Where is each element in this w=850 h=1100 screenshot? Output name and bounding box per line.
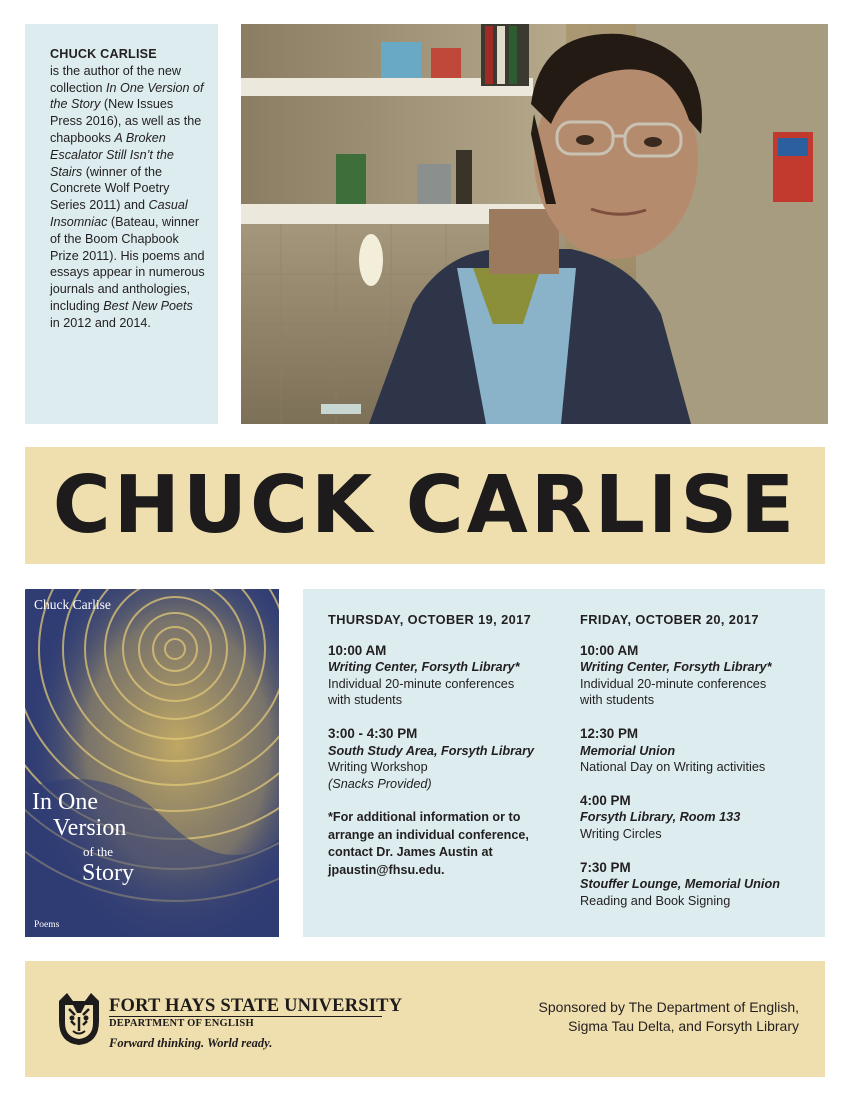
author-bio-text	[50, 46, 206, 332]
bio-chapbook-1-title: A Broken Escalator Still Isn’t the Stairs	[50, 130, 174, 179]
event-item	[328, 726, 534, 792]
event-item	[580, 860, 780, 910]
book-title-line-1: In One	[32, 789, 98, 815]
sponsor-line-1: Sponsored by The Department of English,	[538, 999, 799, 1015]
university-slogan: Forward thinking. World ready.	[109, 1036, 273, 1050]
event-location: Writing Center, Forsyth Library*	[328, 660, 520, 675]
event-item	[580, 643, 780, 709]
banner-title: CHUCK CARLISE	[52, 459, 798, 551]
event-time: 3:00 - 4:30 PM	[328, 725, 418, 741]
event-note: (Snacks Provided)	[328, 776, 432, 791]
event-location: Memorial Union	[580, 743, 676, 758]
author-bio-box	[25, 24, 218, 424]
university-name: FORT HAYS STATE UNIVERSITY	[109, 996, 403, 1016]
bio-collection-title: In One Version of the Story	[50, 80, 204, 112]
bio-author-name: CHUCK CARLISE	[50, 47, 157, 61]
event-item	[580, 793, 780, 843]
event-location: Stouffer Lounge, Memorial Union	[580, 877, 780, 892]
department-name: DEPARTMENT OF ENGLISH	[109, 1018, 254, 1029]
event-description: Individual 20-minute conferences	[580, 676, 767, 691]
event-description: Writing Workshop	[328, 760, 428, 775]
contact-email[interactable]: jpaustin@fhsu.edu.	[328, 862, 445, 877]
event-description: Reading and Book Signing	[580, 893, 731, 908]
event-description: Individual 20-minute conferences	[328, 676, 515, 691]
event-item	[580, 726, 780, 776]
event-time: 12:30 PM	[580, 725, 639, 741]
book-poems-label: Poems	[34, 920, 60, 930]
bio-anthology-title: Best New Poets	[103, 298, 193, 313]
book-title-line-2: Version	[53, 815, 127, 841]
book-author: Chuck Carlise	[34, 597, 111, 612]
name-banner	[25, 447, 825, 564]
footnote-line: contact Dr. James Austin at	[328, 845, 493, 860]
event-description: with students	[580, 693, 655, 708]
book-cover	[25, 589, 279, 937]
contact-footnote	[328, 809, 534, 879]
book-title-line-3: of the	[83, 844, 113, 859]
event-description: Writing Circles	[580, 826, 662, 841]
event-description: National Day on Writing activities	[580, 760, 766, 775]
university-name-underline	[109, 1016, 382, 1017]
event-location: Forsyth Library, Room 133	[580, 810, 741, 825]
event-time: 10:00 AM	[580, 642, 639, 658]
event-schedule	[303, 589, 825, 937]
book-title-line-4: Story	[82, 860, 135, 886]
event-description: with students	[328, 693, 403, 708]
bio-text-5: in 2012 and 2014.	[50, 315, 151, 330]
event-item	[328, 643, 534, 709]
schedule-day-2	[580, 589, 780, 926]
event-time: 10:00 AM	[328, 642, 387, 658]
bio-text-2: (New Issues Press 2016), as well as the chapbooks	[50, 97, 202, 145]
bio-text-3: (winner of the Concrete Wolf Poetry Series 2011) and	[50, 164, 170, 213]
bio-text-1: is the author of the new collection	[50, 63, 181, 95]
schedule-day-1	[328, 589, 534, 879]
footnote-line: *For additional information or to	[328, 810, 521, 825]
event-time: 7:30 PM	[580, 859, 631, 875]
bio-text-4: (Bateau, winner of the Boom Chapbook Prize 2011). His poems and essays appear in numerous journals and anthologies, including	[50, 214, 205, 313]
event-location: South Study Area, Forsyth Library	[328, 743, 535, 758]
footnote-line: arrange an individual conference,	[328, 827, 529, 842]
sponsor-line-2: Sigma Tau Delta, and Forsyth Library	[568, 1018, 799, 1034]
author-photo-illustration	[241, 24, 828, 424]
event-time: 4:00 PM	[580, 792, 631, 808]
book-cover-ripple-art	[25, 589, 279, 937]
tiger-mascot-icon	[53, 991, 105, 1047]
event-location: Writing Center, Forsyth Library*	[580, 660, 772, 675]
author-photo	[241, 24, 828, 424]
sponsor-footer	[25, 961, 825, 1077]
day-1-date: THURSDAY, OCTOBER 19, 2017	[328, 612, 532, 627]
day-2-date: FRIDAY, OCTOBER 20, 2017	[580, 612, 759, 627]
bio-chapbook-2-title: Casual Insomniac	[50, 198, 188, 229]
sponsor-text	[459, 998, 799, 1036]
